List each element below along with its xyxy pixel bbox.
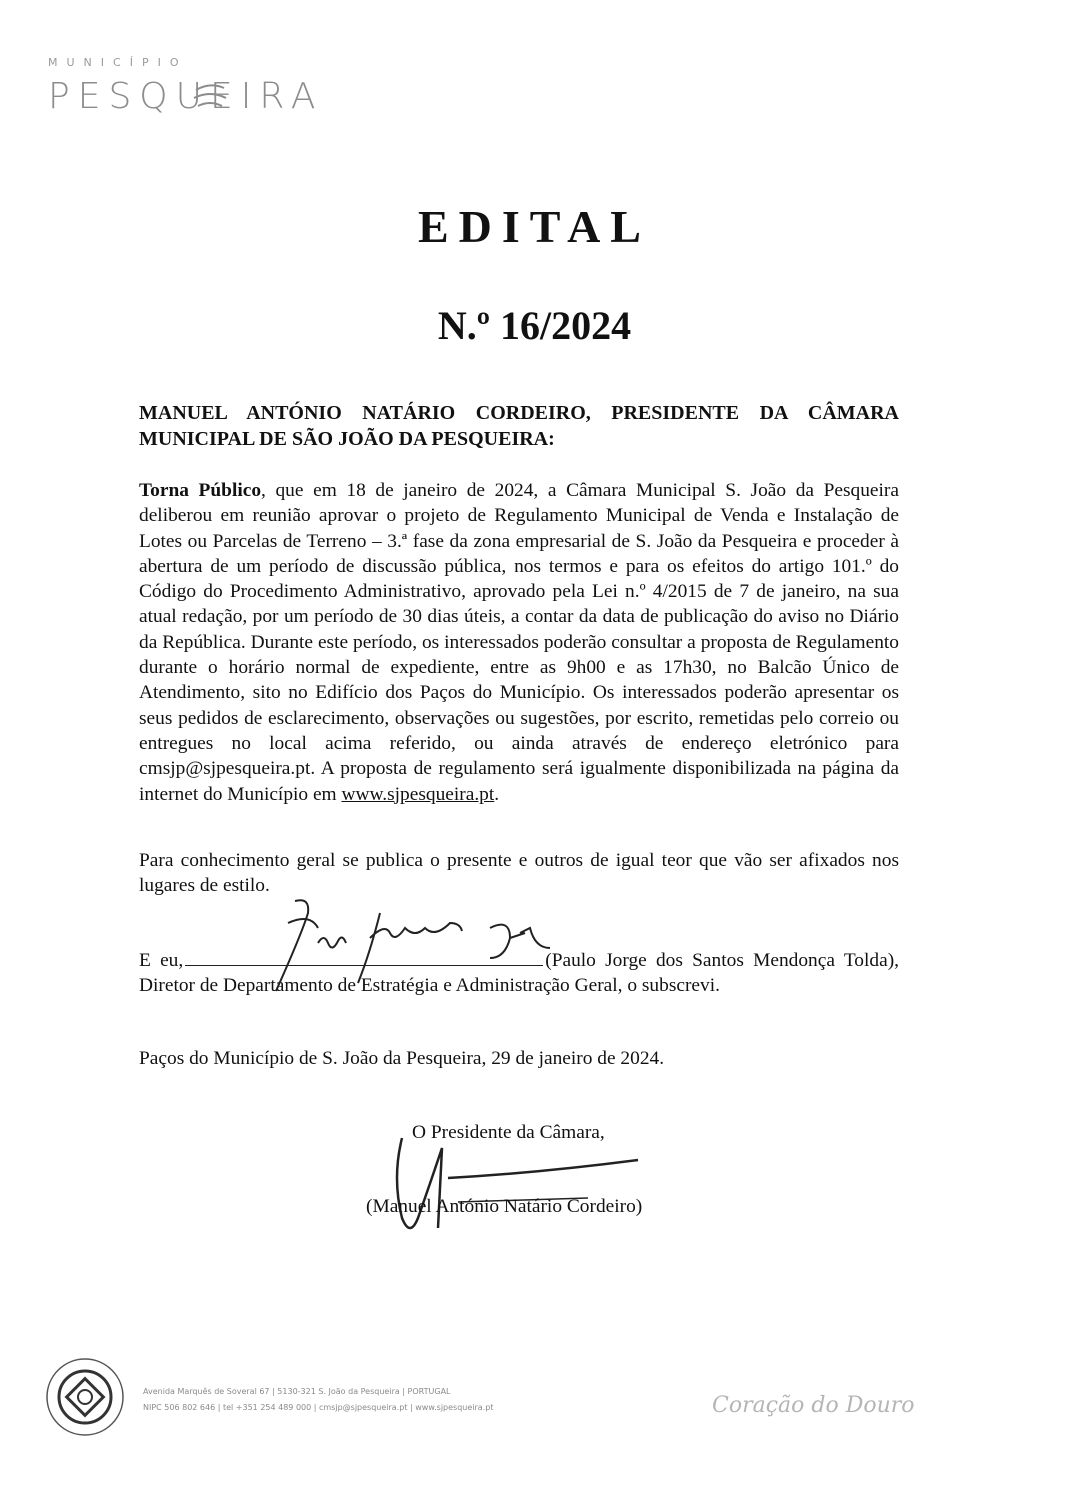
president-signature: [388, 1118, 648, 1248]
document-title: EDITAL: [418, 201, 651, 252]
svg-text:Coração do Douro: Coração do Douro: [712, 1393, 915, 1418]
document-heading: MANUEL ANTÓNIO NATÁRIO CORDEIRO, PRESIDENTE DA CÂMARA MUNICIPAL DE SÃO JOÃO DA PESQUEIRA:: [139, 402, 899, 450]
paragraph-date: Paços do Município de S. João da Pesqueira, 29 de janeiro de 2024.: [139, 1048, 665, 1069]
footer-contacts: NIPC 506 802 646 | tel +351 254 489 000 | cmsjp@sjpesqueira.pt | www.sjpesqueira.pt: [143, 1403, 494, 1412]
world-heritage-seal-icon: [40, 1352, 130, 1442]
website-link[interactable]: www.sjpesqueira.pt: [341, 783, 495, 805]
director-signature: [240, 893, 560, 1003]
main-text: , que em 18 de janeiro de 2024, a Câmara Municipal S. João da Pesqueira deliberou em reunião aprovar o projeto de Regulamento Municipal de Venda e Instalação de Lotes ou Parcelas de Terreno – 3.ª fase da zona empresarial de S. João da Pesqueira e proceder à abertura de um período de discussão pública, nos termos e para os efeitos do artigo 101.º do Código do Procedimento Administrativo, aprovado pela Lei n.º 4/2015 de 7 de janeiro, na sua atual redação, por um período de 30 dias úteis, a contar da data de publicação do aviso no Diário da República. Durante este período, os interessados poderão consultar a proposta de Regulamento durante o horário normal de expediente, entre as 9h00 e as 17h30, no Balcão Único de Atendimento, sito no Edifício dos Paços do Município. Os interessados poderão apresentar os seus pedidos de esclarecimento, observações ou sugestões, por escrito, remetidas pelo correio ou entregues no local acima referido, ou ainda através de endereço eletrónico para cmsjp@sjpesqueira.pt. A proposta de regulamento será igualmente disponibilizada na página da internet do Município em: [139, 480, 899, 805]
footer-address: Avenida Marquês de Soveral 67 | 5130-321 S. João da Pesqueira | PORTUGAL: [143, 1387, 451, 1396]
slogan-handwritten: [708, 1380, 958, 1430]
logo-wave-icon: [190, 68, 230, 128]
lead-text: Torna Público: [139, 480, 262, 501]
main-text-end: .: [494, 783, 500, 805]
municipality-logo: [48, 56, 348, 126]
paragraph-publication: Para conhecimento geral se publica o presente e outros de igual teor que vão ser afixados nos lugares de estilo.: [139, 850, 899, 897]
president-label: O Presidente da Câmara,: [412, 1122, 605, 1143]
subscription-start: E eu,: [139, 950, 184, 971]
paragraph-main: [139, 478, 899, 807]
president-name: (Manuel António Natário Cordeiro): [366, 1196, 643, 1217]
document-number: N.º 16/2024: [437, 303, 632, 348]
logo-subtitle: MUNICÍPIO: [48, 56, 188, 69]
subscription-rest: (Paulo Jorge dos Santos Mendonça Tolda), Diretor de Departamento de Estratégia e Administração Geral, o subscrevi.: [139, 950, 899, 997]
logo-name: PESQUEIRA: [48, 76, 324, 117]
